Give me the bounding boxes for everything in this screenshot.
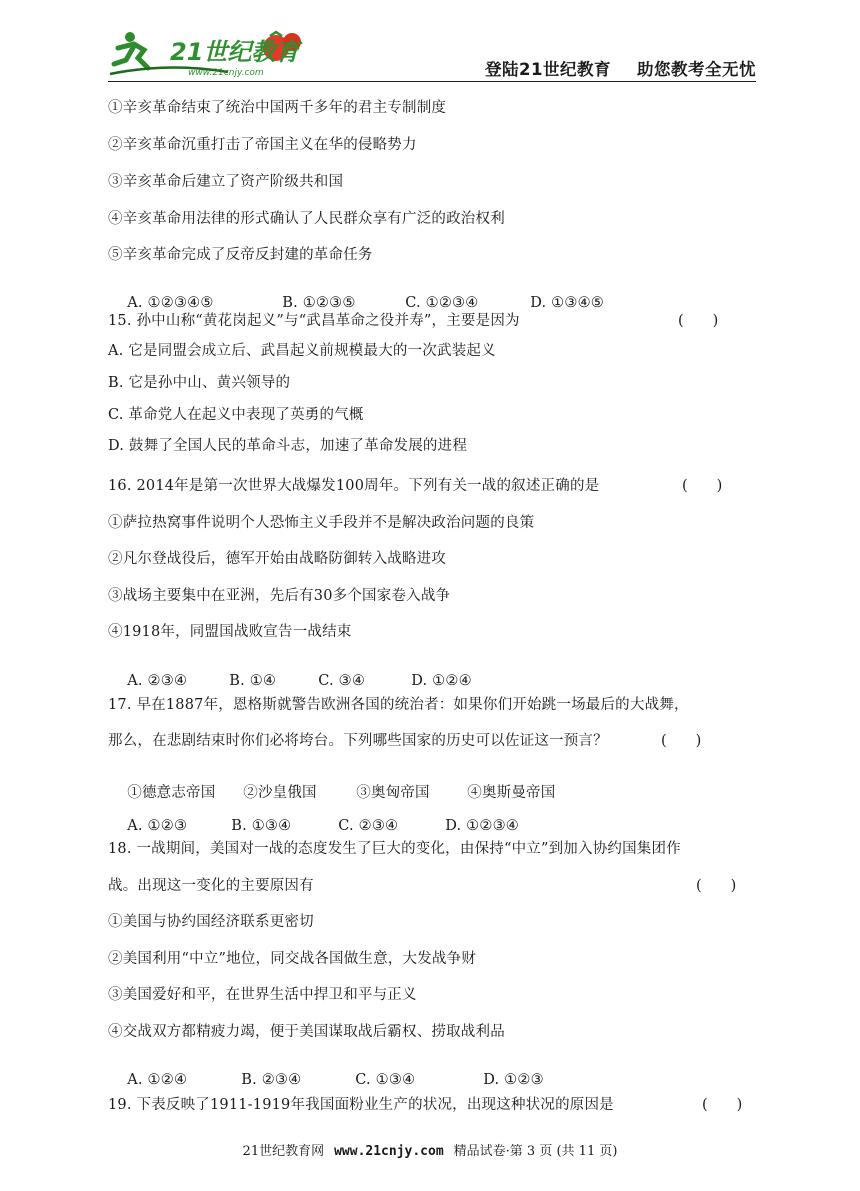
q18-option-a[interactable]: A. ①②④ [127, 1072, 188, 1088]
page-footer [0, 1140, 860, 1159]
q15-option-d[interactable]: D. 鼓舞了全国人民的革命斗志，加速了革命发展的进程 [108, 438, 468, 454]
q14-option-a[interactable]: A. ①②③④⑤ [127, 295, 214, 311]
footer-site-name: 21世纪教育网 [242, 1144, 325, 1159]
q16-answer-paren[interactable]: ( ) [682, 478, 723, 494]
q18-stem-line-2: 战。出现这一变化的主要原因有 [108, 878, 314, 894]
q15-option-b[interactable]: B. 它是孙中山、黄兴领导的 [108, 375, 291, 391]
q18-statement-2: ②美国利用“中立”地位，同交战各国做生意，大发战争财 [108, 951, 477, 967]
q14-statement-1: ①辛亥革命结束了统治中国两千多年的君主专制制度 [108, 100, 447, 116]
site-logo [108, 28, 308, 80]
q17-stem-line-2: 那么，在悲剧结束时你们必将垮台。下列哪些国家的历史可以佐证这一预言？ [108, 733, 608, 749]
q17-answer-paren[interactable]: ( ) [661, 733, 702, 749]
q17-option-d[interactable]: D. ①②③④ [445, 818, 519, 834]
header-slogan-right: 助您教考全无忧 [637, 60, 756, 79]
q14-statement-5: ⑤辛亥革命完成了反帝反封建的革命任务 [108, 247, 373, 263]
q19-answer-paren[interactable]: ( ) [702, 1097, 743, 1113]
q15-answer-paren[interactable]: ( ) [678, 313, 719, 329]
q14-statement-4: ④辛亥革命用法律的形式确认了人民群众享有广泛的政治权利 [108, 211, 505, 227]
header-slogan-left: 登陆21世纪教育 [485, 60, 611, 79]
q16-option-c[interactable]: C. ③④ [318, 673, 366, 689]
q14-statement-2: ②辛亥革命沉重打击了帝国主义在华的侵略势力 [108, 137, 417, 153]
svg-text:www.21cnjy.com: www.21cnjy.com [188, 68, 264, 78]
q14-option-b[interactable]: B. ①②③⑤ [282, 295, 356, 311]
q18-option-c[interactable]: C. ①③④ [355, 1072, 416, 1088]
footer-url[interactable]: www.21cnjy.com [334, 1144, 444, 1159]
q15-stem: 15. 孙中山称“黄花岗起义”与“武昌革命之役并寿”，主要是因为 [108, 313, 520, 329]
q14-option-c[interactable]: C. ①②③④ [405, 295, 479, 311]
q17-option-c[interactable]: C. ②③④ [338, 818, 399, 834]
header-slogan [459, 56, 756, 80]
header-divider [108, 81, 756, 82]
q17-option-b[interactable]: B. ①③④ [231, 818, 292, 834]
q17-statement-2: ②沙皇俄国 [243, 785, 317, 801]
q16-statement-4: ④1918年，同盟国战败宣告一战结束 [108, 624, 352, 640]
q18-option-d[interactable]: D. ①②③ [483, 1072, 544, 1088]
q16-option-a[interactable]: A. ②③④ [127, 673, 188, 689]
q18-stem-line-1: 18. 一战期间，美国对一战的态度发生了巨大的变化，由保持“中立”到加入协约国集团作 [108, 841, 681, 857]
svg-text:21世纪教育: 21世纪教育 [170, 38, 300, 66]
q18-answer-paren[interactable]: ( ) [696, 878, 737, 894]
q16-statement-3: ③战场主要集中在亚洲，先后有30多个国家卷入战争 [108, 588, 451, 604]
q18-statement-1: ①美国与协约国经济联系更密切 [108, 914, 314, 930]
q18-statement-3: ③美国爱好和平，在世界生活中捍卫和平与正义 [108, 987, 417, 1003]
q17-statement-4: ④奥斯曼帝国 [467, 785, 556, 801]
q15-option-a[interactable]: A. 它是同盟会成立后、武昌起义前规模最大的一次武装起义 [108, 343, 496, 359]
q15-option-c[interactable]: C. 革命党人在起义中表现了英勇的气概 [108, 407, 364, 423]
q19-stem: 19. 下表反映了1911-1919年我国面粉业生产的状况，出现这种状况的原因是 [108, 1097, 614, 1113]
footer-page-info: 精品试卷·第 3 页 (共 11 页) [453, 1144, 618, 1159]
page-header [108, 28, 756, 84]
q17-statement-3: ③奥匈帝国 [356, 785, 430, 801]
q17-stem-line-1: 17. 早在1887年，恩格斯就警告欧洲各国的统治者：如果你们开始跳一场最后的大战舞， [108, 697, 689, 713]
q16-statement-2: ②凡尔登战役后，德军开始由战略防御转入战略进攻 [108, 551, 447, 567]
q14-statement-3: ③辛亥革命后建立了资产阶级共和国 [108, 174, 344, 190]
q16-statement-1: ①萨拉热窝事件说明个人恐怖主义手段并不是解决政治问题的良策 [108, 515, 535, 531]
q18-option-b[interactable]: B. ②③④ [241, 1072, 302, 1088]
q16-option-b[interactable]: B. ①④ [229, 673, 277, 689]
q18-statement-4: ④交战双方都精疲力竭，便于美国谋取战后霸权、捞取战利品 [108, 1024, 505, 1040]
q16-option-d[interactable]: D. ①②④ [411, 673, 472, 689]
q17-option-a[interactable]: A. ①②③ [127, 818, 188, 834]
q16-stem: 16. 2014年是第一次世界大战爆发100周年。下列有关一战的叙述正确的是 [108, 478, 600, 494]
q17-statement-1: ①德意志帝国 [127, 785, 216, 801]
q14-option-d[interactable]: D. ①③④⑤ [530, 295, 604, 311]
